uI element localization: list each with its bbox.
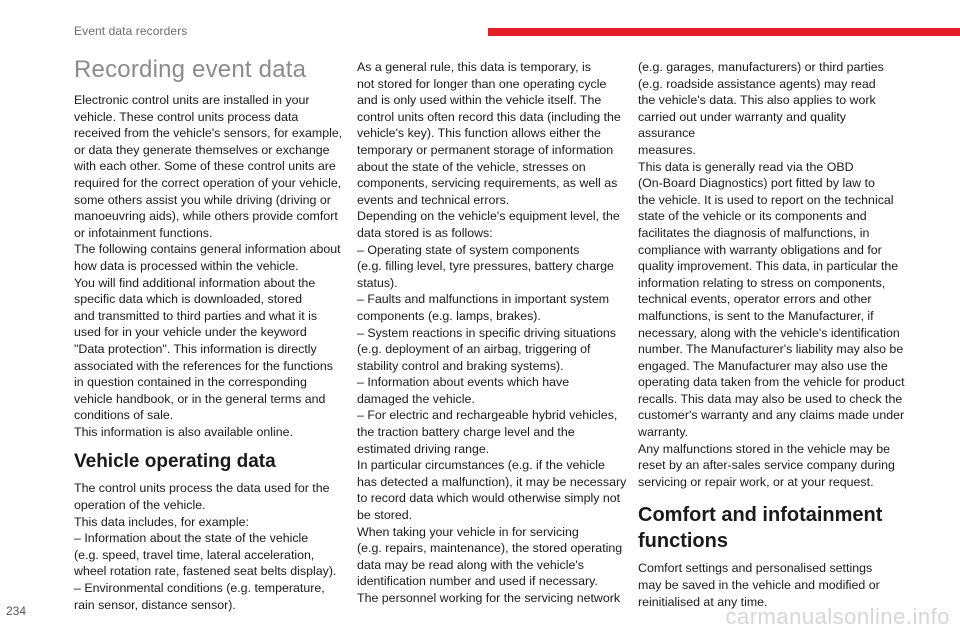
text-line: data may be read along with the vehicle's <box>357 557 584 572</box>
text-line: the traction battery charge level and the <box>357 425 575 440</box>
text-line: wheel rotation rate, fastened seat belts display). <box>74 564 337 579</box>
text-line: events and technical errors. <box>357 192 510 207</box>
text-line: – Environmental conditions (e.g. temperature, <box>74 581 325 596</box>
text-line: about the state of the vehicle, stresses on <box>357 159 586 174</box>
text-line: control units often record this data (including the <box>357 109 621 124</box>
text-line: Electronic control units are installed in your <box>74 93 310 107</box>
text-line: – Information about events which have <box>357 375 570 390</box>
text-line: operating data taken from the vehicle for product <box>638 375 905 390</box>
text-line: necessary, along with the vehicle's identification <box>638 325 900 340</box>
text-line: As a general rule, this data is temporary, is <box>357 60 591 74</box>
text-line: reinitialised at any time. <box>638 594 768 609</box>
watermark: carmanualsonline.info <box>725 604 950 629</box>
text-line: measures. <box>638 142 696 157</box>
text-line: reset by an after-sales service company during <box>638 458 895 473</box>
text-line: (e.g. garages, manufacturers) or third parties <box>638 60 884 74</box>
subheading-comfort-infotainment: Comfort and infotainment functions <box>638 504 883 553</box>
text-line: warranty. <box>638 425 689 440</box>
text-line: (e.g. roadside assistance agents) may read <box>638 76 876 91</box>
text-line: – For electric and rechargeable hybrid vehicles, <box>357 408 618 423</box>
text-line: malfunctions, is sent to the Manufacturer, if <box>638 308 874 323</box>
text-line: carried out under warranty and quality assurance <box>638 109 847 141</box>
text-line: or data they generate themselves or exchange <box>74 142 330 157</box>
text-line: with each other. Some of these control units are <box>74 159 336 174</box>
text-line: conditions of sale. <box>74 408 174 423</box>
column-2 <box>357 56 627 607</box>
text-line: some others assist you while driving (driving or <box>74 192 331 207</box>
text-line: stability control and braking systems). <box>357 358 564 373</box>
text-line: components, servicing requirements, as well as <box>357 176 618 191</box>
text-line: in question contained in the corresponding <box>74 375 307 390</box>
text-line: be stored. <box>357 508 413 523</box>
text-line: vehicle's key). This function allows either the <box>357 126 601 141</box>
text-line: received from the vehicle's sensors, for example, <box>74 126 343 141</box>
text-line: may be saved in the vehicle and modified or <box>638 578 880 593</box>
text-line: Any malfunctions stored in the vehicle may be <box>638 441 891 456</box>
text-line: and is only used within the vehicle itself. The <box>357 93 602 108</box>
page-number: 234 <box>6 604 27 618</box>
text-line: customer's warranty and any claims made under <box>638 408 905 423</box>
text-line: (e.g. deployment of an airbag, triggering of <box>357 342 591 357</box>
text-line: state of the vehicle or its components and <box>638 209 867 224</box>
vehicle-operating-text <box>74 480 346 613</box>
subheading-vehicle-operating-data: Vehicle operating data <box>74 451 276 473</box>
text-line: The personnel working for the servicing network <box>357 591 621 605</box>
text-line: components (e.g. lamps, brakes). <box>357 308 541 323</box>
text-line: data stored is as follows: <box>357 225 493 240</box>
text-line: the vehicle. It is used to report on the technical <box>638 192 894 207</box>
text-line: associated with the references for the functions <box>74 358 333 373</box>
text-line: The following contains general information about <box>74 242 341 257</box>
text-line: specific data which is downloaded, stored <box>74 292 302 307</box>
text-line: servicing or repair work, or at your request. <box>638 474 874 489</box>
text-line: vehicle. These control units process data <box>74 109 299 124</box>
page-title: Recording event data <box>74 56 307 83</box>
text-line: compliance with warranty obligations and for <box>638 242 882 257</box>
text-line: "Data protection". This information is directly <box>74 341 317 356</box>
text-line: (e.g. repairs, maintenance), the stored operating <box>357 541 623 556</box>
text-line: number. The Manufacturer's liability may also be <box>638 342 904 357</box>
section-title: Event data recorders <box>74 24 188 38</box>
text-line: – System reactions in specific driving situations <box>357 325 616 340</box>
text-line: engaged. The Manufacturer may also use the <box>638 358 888 373</box>
text-line: When taking your vehicle in for servicing <box>357 524 579 539</box>
text-line: This information is also available online. <box>74 424 294 439</box>
text-line: recalls. This data may also be used to check the <box>638 391 903 406</box>
text-line: – Information about the state of the vehicle <box>74 531 309 546</box>
text-line: (e.g. filling level, tyre pressures, battery charge <box>357 259 614 274</box>
text-line: You will find additional information about the <box>74 275 316 290</box>
text-line: quality improvement. This data, in particular the <box>638 259 899 274</box>
text-line: and transmitted to third parties and what it is <box>74 308 318 323</box>
text-line: This data includes, for example: <box>74 514 249 529</box>
column-2-text <box>357 59 627 607</box>
text-line: (e.g. speed, travel time, lateral acceleration, <box>74 547 315 562</box>
column-1 <box>74 56 346 613</box>
text-line: operation of the vehicle. <box>74 498 206 513</box>
text-line: estimated driving range. <box>357 441 490 456</box>
text-line: how data is processed within the vehicle. <box>74 258 299 273</box>
text-line: In particular circumstances (e.g. if the vehicle <box>357 458 605 473</box>
text-line: Comfort settings and personalised settings <box>638 561 873 576</box>
text-line: damaged the vehicle. <box>357 391 475 406</box>
text-line: temporary or permanent storage of information <box>357 142 614 157</box>
text-line: status). <box>357 275 398 290</box>
text-line: – Operating state of system components <box>357 242 580 257</box>
column-3-text <box>638 59 906 490</box>
text-line: facilitates the diagnosis of malfunctions, in <box>638 225 870 240</box>
text-line: to record data which would otherwise simply not <box>357 491 621 506</box>
text-line: technical events, operator errors and other <box>638 292 872 307</box>
column-3 <box>638 56 906 610</box>
text-line: The control units process the data used for the <box>74 481 330 496</box>
text-line: used for in your vehicle under the keyword <box>74 325 307 340</box>
text-line: rain sensor, distance sensor). <box>74 597 236 612</box>
text-line: Depending on the vehicle's equipment level, the <box>357 209 620 224</box>
text-line: not stored for longer than one operating cycle <box>357 76 607 91</box>
text-line: (On-Board Diagnostics) port fitted by law to <box>638 176 875 191</box>
text-line: has detected a malfunction), it may be necessary <box>357 474 627 489</box>
text-line: identification number and used if necessary. <box>357 574 598 589</box>
text-line: the vehicle's data. This also applies to work <box>638 93 876 108</box>
text-line: required for the correct operation of your vehicle, <box>74 175 342 190</box>
text-line: This data is generally read via the OBD <box>638 159 854 174</box>
text-line: – Faults and malfunctions in important system <box>357 292 610 307</box>
text-line: information relating to stress on components, <box>638 275 886 290</box>
comfort-text <box>638 560 906 610</box>
section-accent-bar <box>488 28 960 36</box>
text-line: or infotainment functions. <box>74 225 213 240</box>
intro-text <box>74 92 346 440</box>
text-line: manoeuvring aids), while others provide comfort <box>74 209 338 224</box>
text-line: vehicle handbook, or in the general terms and <box>74 391 326 406</box>
